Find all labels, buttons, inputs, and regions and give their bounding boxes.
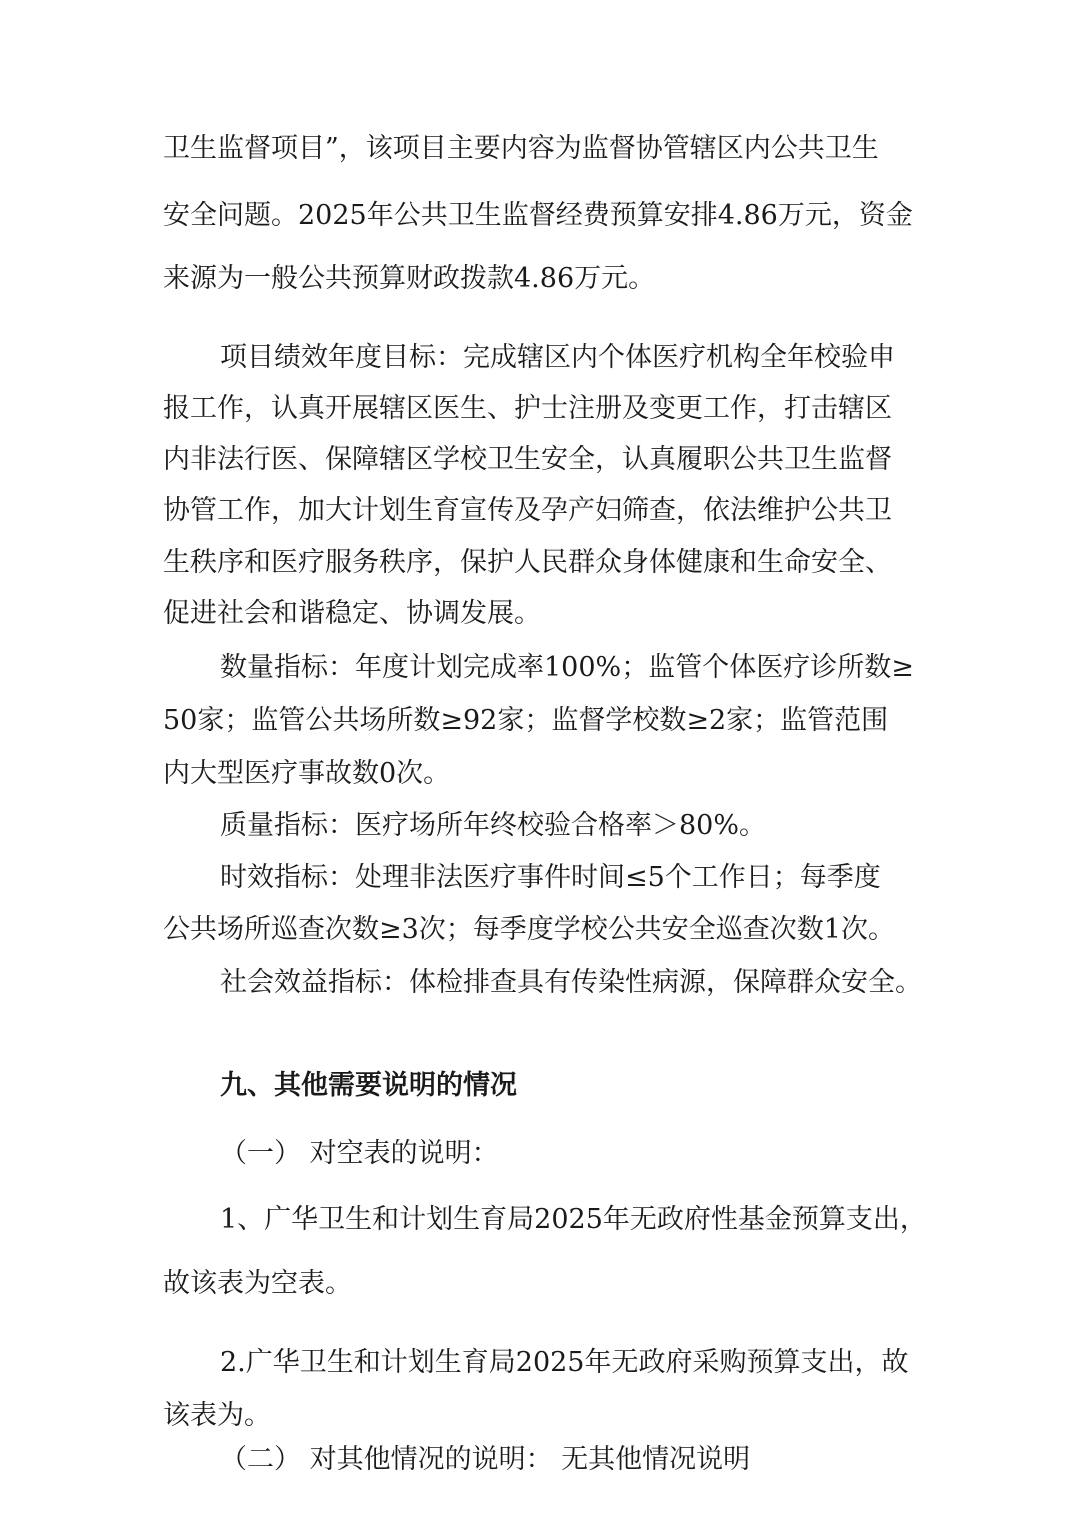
text-line: 卫生监督项目”，该项目主要内容为监督协管辖区内公共卫生 xyxy=(163,133,879,164)
text-line: 项目绩效年度目标：完成辖区内个体医疗机构全年校验申 xyxy=(220,342,895,373)
text-line: 50家；监管公共场所数≥92家；监督学校数≥2家；监管范围 xyxy=(163,705,889,736)
section-heading: 九、其他需要说明的情况 xyxy=(220,1070,517,1101)
text-line: 社会效益指标：体检排查具有传染性病源，保障群众安全。 xyxy=(220,967,922,998)
text-line: 数量指标：年度计划完成率100%；监管个体医疗诊所数≥ xyxy=(220,652,914,683)
text-line: 来源为一般公共预算财政拨款4.86万元。 xyxy=(163,263,656,294)
text-line: 公共场所巡查次数≥3次；每季度学校公共安全巡查次数1次。 xyxy=(163,914,895,945)
text-line: （二） 对其他情况的说明： 无其他情况说明 xyxy=(220,1444,751,1475)
text-line: 内非法行医、保障辖区学校卫生安全，认真履职公共卫生监督 xyxy=(163,444,892,475)
text-line: 质量指标：医疗场所年终校验合格率＞80%。 xyxy=(220,810,767,841)
text-line: 2.广华卫生和计划生育局2025年无政府采购预算支出，故 xyxy=(220,1347,909,1378)
text-line: 故该表为空表。 xyxy=(163,1268,352,1299)
text-line: 报工作，认真开展辖区医生、护士注册及变更工作，打击辖区 xyxy=(163,393,892,424)
text-line: 安全问题。2025年公共卫生监督经费预算安排4.86万元，资金 xyxy=(163,200,913,231)
text-line: （一） 对空表的说明： xyxy=(220,1138,499,1169)
text-line: 内大型医疗事故数0次。 xyxy=(163,758,451,789)
text-line: 该表为。 xyxy=(163,1400,271,1431)
text-line: 协管工作，加大计划生育宣传及孕产妇筛查，依法维护公共卫 xyxy=(163,495,892,526)
text-line: 时效指标：处理非法医疗事件时间≤5个工作日；每季度 xyxy=(220,862,881,893)
text-line: 1、广华卫生和计划生育局2025年无政府性基金预算支出， xyxy=(220,1204,927,1235)
text-line: 生秩序和医疗服务秩序，保护人民群众身体健康和生命安全、 xyxy=(163,547,892,578)
text-line: 促进社会和谐稳定、协调发展。 xyxy=(163,598,541,629)
